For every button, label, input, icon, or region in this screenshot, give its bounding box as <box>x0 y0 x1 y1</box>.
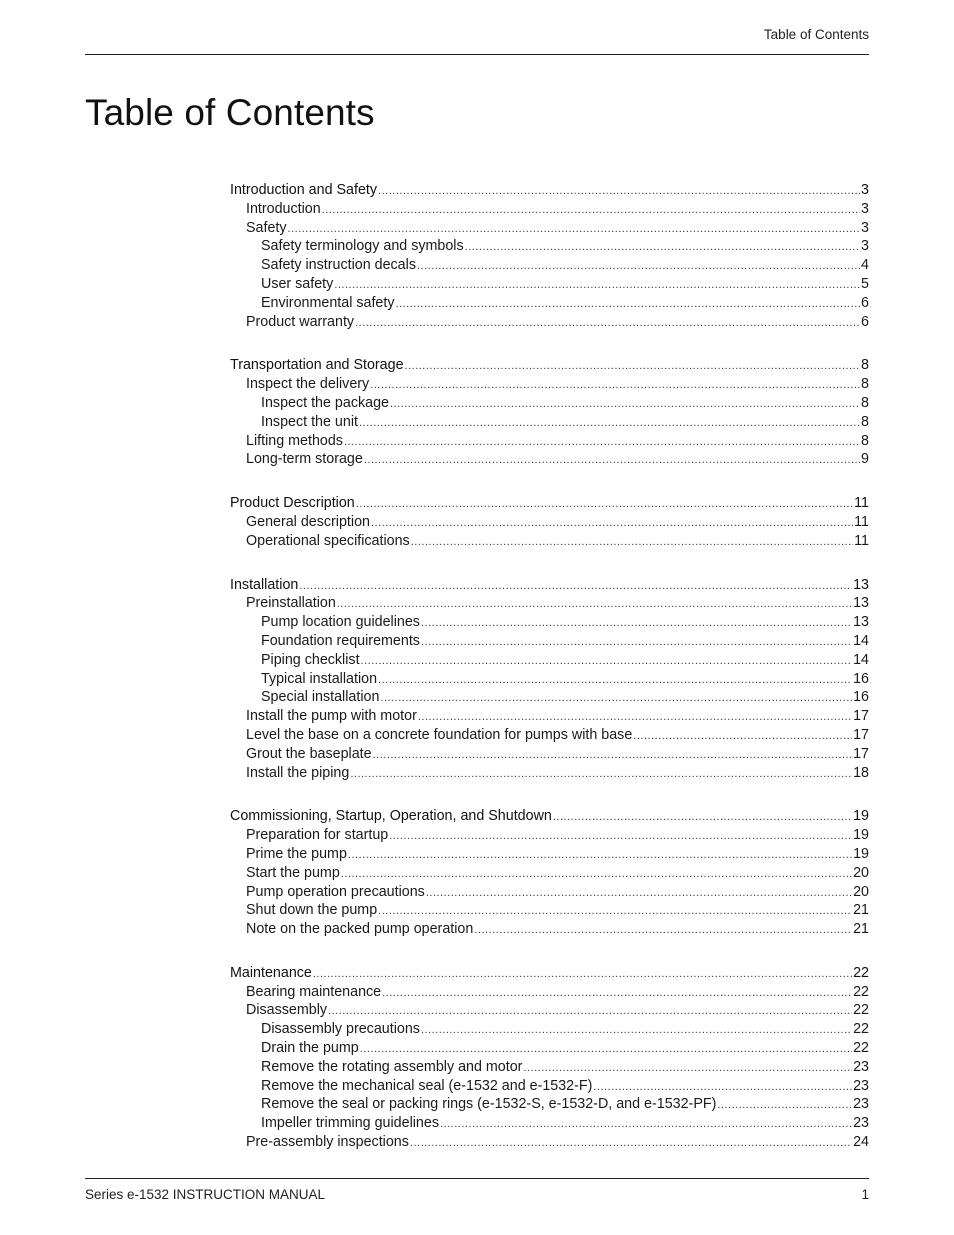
toc-dot-leader <box>717 1096 852 1114</box>
toc-entry[interactable] <box>230 450 869 469</box>
toc-entry[interactable] <box>230 494 869 513</box>
toc-entry[interactable] <box>230 256 869 275</box>
toc-entry[interactable] <box>230 964 869 983</box>
toc-entry[interactable] <box>230 1001 869 1020</box>
toc-dot-leader <box>341 865 852 883</box>
toc-dot-leader <box>390 395 860 413</box>
toc-entry-label: Remove the rotating assembly and motor <box>261 1058 523 1075</box>
toc-entry[interactable] <box>230 1039 869 1058</box>
toc-entry-label: Bearing maintenance <box>246 983 382 1000</box>
toc-entry-page-number: 22 <box>853 1021 869 1038</box>
toc-dot-leader <box>421 614 852 632</box>
toc-entry-page-number: 22 <box>853 1040 869 1057</box>
toc-dot-leader <box>421 1021 852 1039</box>
toc-entry[interactable] <box>230 920 869 939</box>
toc-entry-label: Typical installation <box>261 670 378 687</box>
toc-entry[interactable] <box>230 632 869 651</box>
toc-entry-label: Remove the seal or packing rings (e-1532-S, e-1532-D, and e-1532-PF) <box>261 1096 717 1113</box>
toc-dot-leader <box>378 182 860 200</box>
toc-entry-label: Install the piping <box>246 764 350 781</box>
toc-entry[interactable] <box>230 394 869 413</box>
toc-entry[interactable] <box>230 864 869 883</box>
footer-manual-title: Series e-1532 INSTRUCTION MANUAL <box>85 1187 326 1202</box>
toc-entry-label: Introduction <box>246 200 321 217</box>
toc-dot-leader <box>380 689 852 707</box>
toc-entry-page-number: 22 <box>853 964 869 981</box>
toc-entry-label: Safety <box>246 219 287 236</box>
toc-dot-leader <box>344 433 860 451</box>
toc-entry-label: Maintenance <box>230 964 312 981</box>
toc-entry[interactable] <box>230 613 869 632</box>
toc-entry[interactable] <box>230 275 869 294</box>
toc-entry-page-number: 23 <box>853 1096 869 1113</box>
toc-entry[interactable] <box>230 181 869 200</box>
toc-entry-page-number: 8 <box>861 413 869 430</box>
toc-entry-label: Lifting methods <box>246 432 343 449</box>
toc-entry-page-number: 13 <box>853 614 869 631</box>
toc-entry-label: General description <box>246 513 370 530</box>
toc-entry-page-number: 3 <box>861 219 869 236</box>
toc-dot-leader <box>418 708 852 726</box>
toc-dot-leader <box>378 902 852 920</box>
toc-dot-leader <box>378 671 852 689</box>
toc-dot-leader <box>410 1134 852 1152</box>
toc-entry-label: Drain the pump <box>261 1040 359 1057</box>
toc-entry[interactable] <box>230 356 869 375</box>
toc-entry-label: Inspect the delivery <box>246 376 370 393</box>
toc-dot-leader <box>373 746 853 764</box>
toc-entry[interactable] <box>230 432 869 451</box>
toc-entry[interactable] <box>230 1095 869 1114</box>
toc-entry-page-number: 8 <box>861 357 869 374</box>
toc-dot-leader <box>417 257 860 275</box>
toc-entry[interactable] <box>230 745 869 764</box>
toc-entry-label: Level the base on a concrete foundation for pumps with base <box>246 726 633 743</box>
toc-entry-label: Pump operation precautions <box>246 883 425 900</box>
toc-entry-page-number: 19 <box>853 808 869 825</box>
toc-entry-page-number: 11 <box>854 513 869 530</box>
toc-entry[interactable] <box>230 983 869 1002</box>
toc-entry-page-number: 18 <box>853 764 869 781</box>
toc-entry-page-number: 3 <box>861 200 869 217</box>
toc-entry-label: Impeller trimming guidelines <box>261 1115 439 1132</box>
toc-dot-leader <box>593 1078 852 1096</box>
toc-dot-leader <box>359 414 860 432</box>
toc-dot-leader <box>370 376 860 394</box>
toc-entry[interactable] <box>230 1058 869 1077</box>
toc-entry-label: Piping checklist <box>261 651 360 668</box>
toc-entry-label: Shut down the pump <box>246 902 378 919</box>
toc-entry-label: Pre-assembly inspections <box>246 1134 409 1151</box>
toc-entry[interactable] <box>230 901 869 920</box>
toc-entry-page-number: 16 <box>853 670 869 687</box>
toc-entry-page-number: 19 <box>853 827 869 844</box>
toc-dot-leader <box>382 984 852 1002</box>
toc-entry[interactable] <box>230 707 869 726</box>
toc-entry-label: Operational specifications <box>246 532 410 549</box>
toc-section <box>230 964 869 1152</box>
toc-entry-page-number: 20 <box>853 883 869 900</box>
toc-entry-label: Install the pump with motor <box>246 708 417 725</box>
toc-dot-leader <box>328 1002 852 1020</box>
toc-entry-label: Pump location guidelines <box>261 614 420 631</box>
toc-entry-page-number: 11 <box>854 532 869 549</box>
toc-entry[interactable] <box>230 1114 869 1133</box>
toc-entry-label: Commissioning, Startup, Operation, and Shutdown <box>230 808 552 825</box>
toc-section <box>230 494 869 550</box>
toc-entry[interactable] <box>230 826 869 845</box>
toc-entry-page-number: 9 <box>861 451 869 468</box>
toc-entry-page-number: 16 <box>853 689 869 706</box>
toc-entry-label: Product Description <box>230 495 355 512</box>
toc-entry-page-number: 13 <box>853 576 869 593</box>
toc-dot-leader <box>523 1059 852 1077</box>
toc-entry[interactable] <box>230 513 869 532</box>
page-title: Table of Contents <box>85 92 375 133</box>
toc-entry-label: Remove the mechanical seal (e-1532 and e-1532-F) <box>261 1077 593 1094</box>
table-of-contents <box>230 181 869 1177</box>
toc-entry[interactable] <box>230 313 869 332</box>
toc-entry-label: Disassembly precautions <box>261 1021 420 1038</box>
toc-entry-page-number: 3 <box>861 182 869 198</box>
toc-entry[interactable] <box>230 532 869 551</box>
toc-dot-leader <box>474 921 852 939</box>
toc-entry-page-number: 14 <box>853 632 869 649</box>
toc-entry-label: Inspect the unit <box>261 413 358 430</box>
toc-section <box>230 807 869 939</box>
toc-dot-leader <box>426 884 852 902</box>
toc-entry[interactable] <box>230 807 869 826</box>
toc-entry[interactable] <box>230 764 869 783</box>
toc-dot-leader <box>322 201 860 219</box>
toc-entry-page-number: 8 <box>861 394 869 411</box>
toc-dot-leader <box>361 652 853 670</box>
toc-dot-leader <box>405 357 861 375</box>
toc-entry-label: Product warranty <box>246 313 355 330</box>
header-rule <box>85 54 869 55</box>
toc-entry-page-number: 22 <box>853 1002 869 1019</box>
toc-entry-label: Grout the baseplate <box>246 745 372 762</box>
toc-entry-page-number: 23 <box>853 1058 869 1075</box>
toc-section <box>230 356 869 469</box>
toc-entry[interactable] <box>230 594 869 613</box>
toc-dot-leader <box>633 727 852 745</box>
toc-entry-page-number: 19 <box>853 845 869 862</box>
toc-dot-leader <box>348 846 852 864</box>
toc-dot-leader <box>465 238 860 256</box>
toc-entry[interactable] <box>230 1020 869 1039</box>
toc-entry-page-number: 13 <box>853 595 869 612</box>
toc-dot-leader <box>411 533 853 551</box>
toc-dot-leader <box>350 765 852 783</box>
toc-entry-label: Installation <box>230 576 299 593</box>
toc-entry-label: Foundation requirements <box>261 632 420 649</box>
toc-entry[interactable] <box>230 688 869 707</box>
toc-entry[interactable] <box>230 651 869 670</box>
toc-entry-label: Disassembly <box>246 1002 328 1019</box>
toc-dot-leader <box>334 276 860 294</box>
toc-section <box>230 181 869 331</box>
toc-entry-page-number: 23 <box>853 1115 869 1132</box>
toc-dot-leader <box>371 514 853 532</box>
toc-entry[interactable] <box>230 375 869 394</box>
toc-entry-label: Transportation and Storage <box>230 357 404 374</box>
toc-entry-page-number: 6 <box>861 294 869 311</box>
toc-entry-page-number: 14 <box>853 651 869 668</box>
footer-page-number: 1 <box>861 1187 869 1202</box>
toc-dot-leader <box>356 495 853 513</box>
toc-dot-leader <box>337 595 852 613</box>
toc-entry-page-number: 17 <box>853 708 869 725</box>
toc-dot-leader <box>396 295 861 313</box>
toc-dot-leader <box>299 577 852 595</box>
toc-entry[interactable] <box>230 1133 869 1152</box>
toc-entry-label: Environmental safety <box>261 294 395 311</box>
toc-entry[interactable] <box>230 670 869 689</box>
toc-entry-label: Preinstallation <box>246 595 336 612</box>
toc-entry-page-number: 20 <box>853 864 869 881</box>
toc-dot-leader <box>288 220 861 238</box>
toc-entry-page-number: 4 <box>861 257 869 274</box>
toc-entry[interactable] <box>230 294 869 313</box>
toc-entry-label: Introduction and Safety <box>230 182 378 198</box>
toc-dot-leader <box>389 827 852 845</box>
toc-entry-label: Safety instruction decals <box>261 257 416 274</box>
toc-entry[interactable] <box>230 1077 869 1096</box>
toc-entry-label: Start the pump <box>246 864 340 881</box>
toc-entry[interactable] <box>230 237 869 256</box>
toc-entry-label: Long-term storage <box>246 451 363 468</box>
toc-entry-page-number: 8 <box>861 376 869 393</box>
toc-entry[interactable] <box>230 845 869 864</box>
toc-entry-label: User safety <box>261 275 334 292</box>
toc-dot-leader <box>421 633 852 651</box>
toc-entry-page-number: 11 <box>854 495 869 512</box>
toc-entry-page-number: 3 <box>861 238 869 255</box>
footer-rule <box>85 1178 869 1179</box>
running-header: Table of Contents <box>763 27 869 42</box>
toc-dot-leader <box>553 808 852 826</box>
toc-section <box>230 576 869 783</box>
toc-entry[interactable] <box>230 576 869 595</box>
toc-entry-label: Prime the pump <box>246 845 347 862</box>
toc-entry-page-number: 21 <box>853 902 869 919</box>
toc-entry-label: Safety terminology and symbols <box>261 238 464 255</box>
toc-entry-label: Inspect the package <box>261 394 389 411</box>
toc-dot-leader <box>364 451 860 469</box>
toc-entry[interactable] <box>230 200 869 219</box>
toc-entry-page-number: 21 <box>853 921 869 938</box>
toc-dot-leader <box>360 1040 852 1058</box>
toc-entry[interactable] <box>230 219 869 238</box>
toc-entry[interactable] <box>230 726 869 745</box>
toc-dot-leader <box>440 1115 852 1133</box>
toc-entry-page-number: 8 <box>861 432 869 449</box>
toc-entry-page-number: 22 <box>853 983 869 1000</box>
toc-entry[interactable] <box>230 413 869 432</box>
toc-entry-label: Preparation for startup <box>246 827 389 844</box>
toc-entry-label: Note on the packed pump operation <box>246 921 474 938</box>
toc-entry-page-number: 23 <box>853 1077 869 1094</box>
toc-entry-page-number: 6 <box>861 313 869 330</box>
toc-entry-label: Special installation <box>261 689 380 706</box>
toc-entry-page-number: 17 <box>853 745 869 762</box>
toc-dot-leader <box>313 965 852 983</box>
toc-dot-leader <box>355 314 860 332</box>
toc-entry-page-number: 24 <box>853 1134 869 1151</box>
toc-entry[interactable] <box>230 883 869 902</box>
toc-entry-page-number: 5 <box>861 275 869 292</box>
toc-entry-page-number: 17 <box>853 726 869 743</box>
